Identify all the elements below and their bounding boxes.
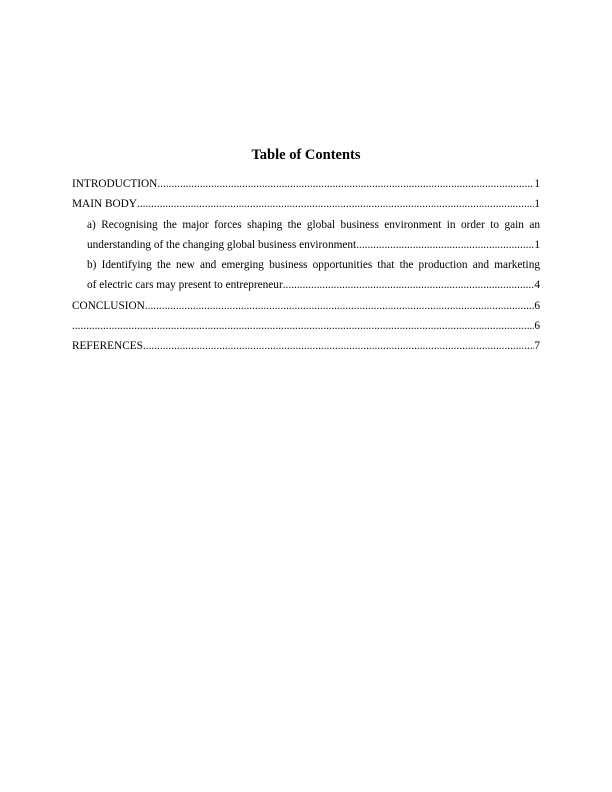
toc-entry-line [72,316,540,336]
toc-entry-untitled[interactable] [72,316,540,336]
toc-entry-introduction[interactable] [72,174,540,194]
toc-entry-title: understanding of the changing global business environment [87,238,357,251]
toc-page-number: 6 [534,320,540,333]
toc-entry-title: REFERENCES [72,340,143,353]
toc-entry-references[interactable] [72,336,540,356]
dot-leader [157,174,534,194]
toc-page-number: 7 [534,340,540,353]
table-of-contents [72,174,540,357]
toc-entry-line [72,174,540,194]
dot-leader [137,194,534,214]
toc-entry-text: b) Identifying the new and emerging business opportunities that the production and marketing [87,259,540,272]
toc-entry-line [72,336,540,356]
toc-page-number: 4 [534,279,540,292]
dot-leader [356,235,534,255]
dot-leader [283,275,535,295]
toc-page-number: 1 [534,238,540,251]
toc-entry-conclusion[interactable] [72,296,540,316]
toc-entry-line [72,194,540,214]
toc-entry-opportunities[interactable] [72,255,540,296]
toc-entry-title: INTRODUCTION [72,178,158,190]
toc-entry-title: CONCLUSION [72,299,145,312]
toc-entry-line [72,296,540,316]
toc-entry-title: MAIN BODY [72,198,137,211]
toc-entry-line [87,235,540,255]
toc-entry-line [87,275,540,295]
toc-entry-major-forces[interactable] [72,215,540,256]
toc-entry-title: of electric cars may present to entrepreneur [87,279,283,292]
toc-page-number: 1 [534,198,540,211]
dot-leader [145,296,535,316]
toc-title: Table of Contents [251,147,361,163]
dot-leader [143,336,534,356]
toc-page-number: 1 [534,178,540,190]
dot-leader [72,316,534,336]
toc-page-number: 6 [534,299,540,312]
toc-entry-main-body[interactable] [72,194,540,214]
toc-entry-text: a) Recognising the major forces shaping the global business environment in order to gain an [87,218,540,231]
